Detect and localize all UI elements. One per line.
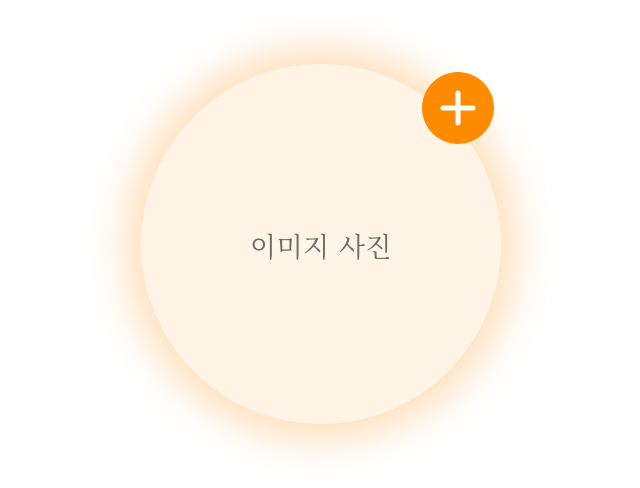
add-photo-button[interactable] [422, 72, 494, 144]
image-photo-label: 이미지 사진 [250, 232, 392, 264]
plus-icon [438, 88, 478, 128]
